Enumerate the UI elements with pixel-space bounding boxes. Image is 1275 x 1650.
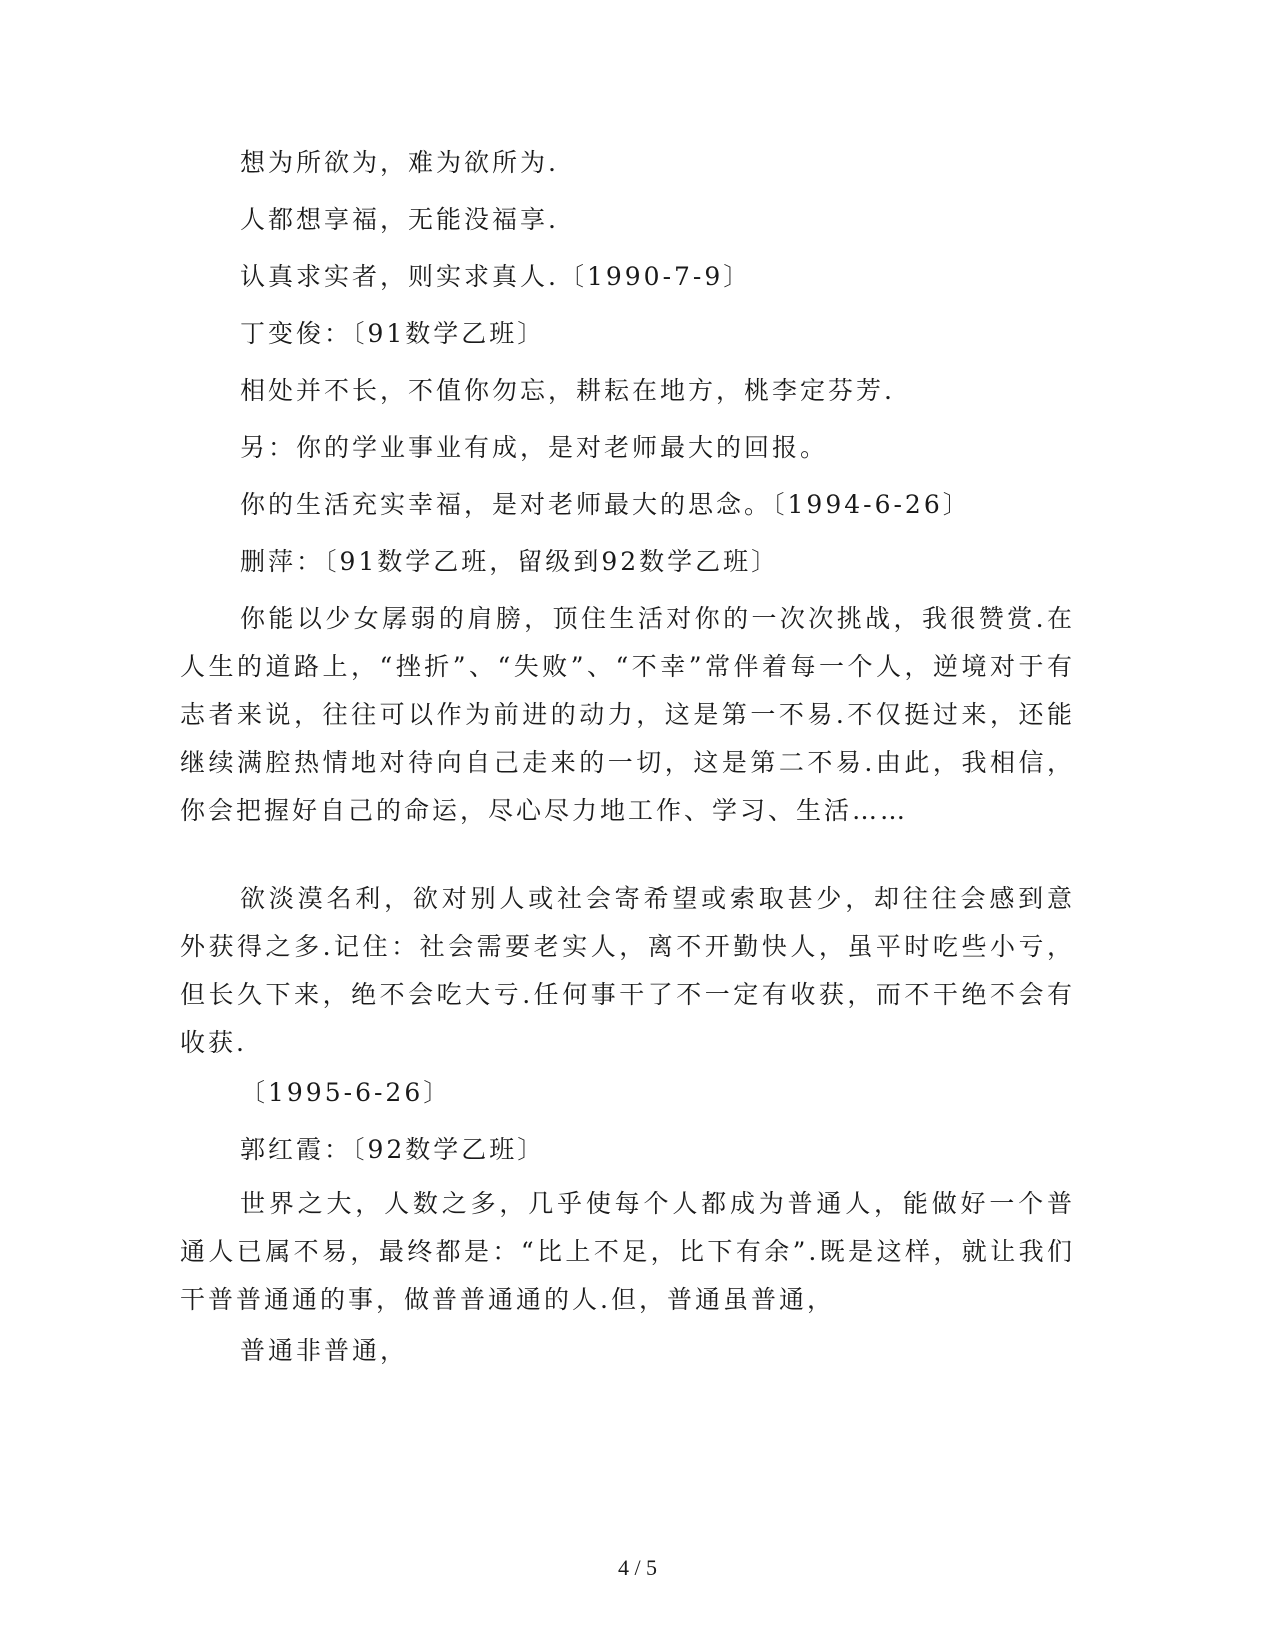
text-line: 你的生活充实幸福，是对老师最大的思念。〔1994-6-26〕 — [240, 490, 971, 519]
text-line: 郭红霞：〔92数学乙班〕 — [240, 1135, 546, 1164]
paragraph: 欲淡漠名利，欲对别人或社会寄希望或索取甚少，却往往会感到意外获得之多.记住：社会需要老实人，离不开勤快人，虽平时吃些小亏，但长久下来，绝不会吃大亏.任何事干了不一定有收获，而不干绝不会有收获. — [180, 884, 1075, 1057]
text-line: 丁变俊：〔91数学乙班〕 — [240, 319, 546, 348]
paragraph: 你能以少女孱弱的肩膀，顶住生活对你的一次次挑战，我很赞赏.在人生的道路上，“挫折”、“失败”、“不幸”常伴着每一个人，逆境对于有志者来说，往往可以作为前进的动力，这是第一不易.不仅挺过来，还能继续满腔热情地对待向自己走来的一切，这是第二不易.由此，我相信，你会把握好自己的命运，尽心尽力地工作、学习、生活…… — [180, 604, 1075, 825]
text-line: 普通非普通， — [240, 1336, 409, 1365]
page-number: 4 / 5 — [617, 1555, 658, 1580]
date-line: 〔1995-6-26〕 — [240, 1078, 452, 1107]
text-line: 认真求实者，则实求真人.〔1990-7-9〕 — [240, 262, 752, 291]
text-line: 另：你的学业事业有成，是对老师最大的回报。 — [240, 433, 829, 462]
paragraph: 世界之大，人数之多，几乎使每个人都成为普通人，能做好一个普通人已属不易，最终都是：“比上不足，比下有余”.既是这样，就让我们干普普通通的事，做普普通通的人.但，普通虽普通， — [180, 1189, 1075, 1314]
text-line: 相处并不长，不值你勿忘，耕耘在地方，桃李定芬芳. — [240, 376, 895, 405]
text-line: 删萍：〔91数学乙班，留级到92数学乙班〕 — [240, 547, 780, 576]
text-line: 人都想享福，无能没福享. — [240, 205, 559, 234]
text-line: 想为所欲为，难为欲所为. — [240, 148, 559, 177]
